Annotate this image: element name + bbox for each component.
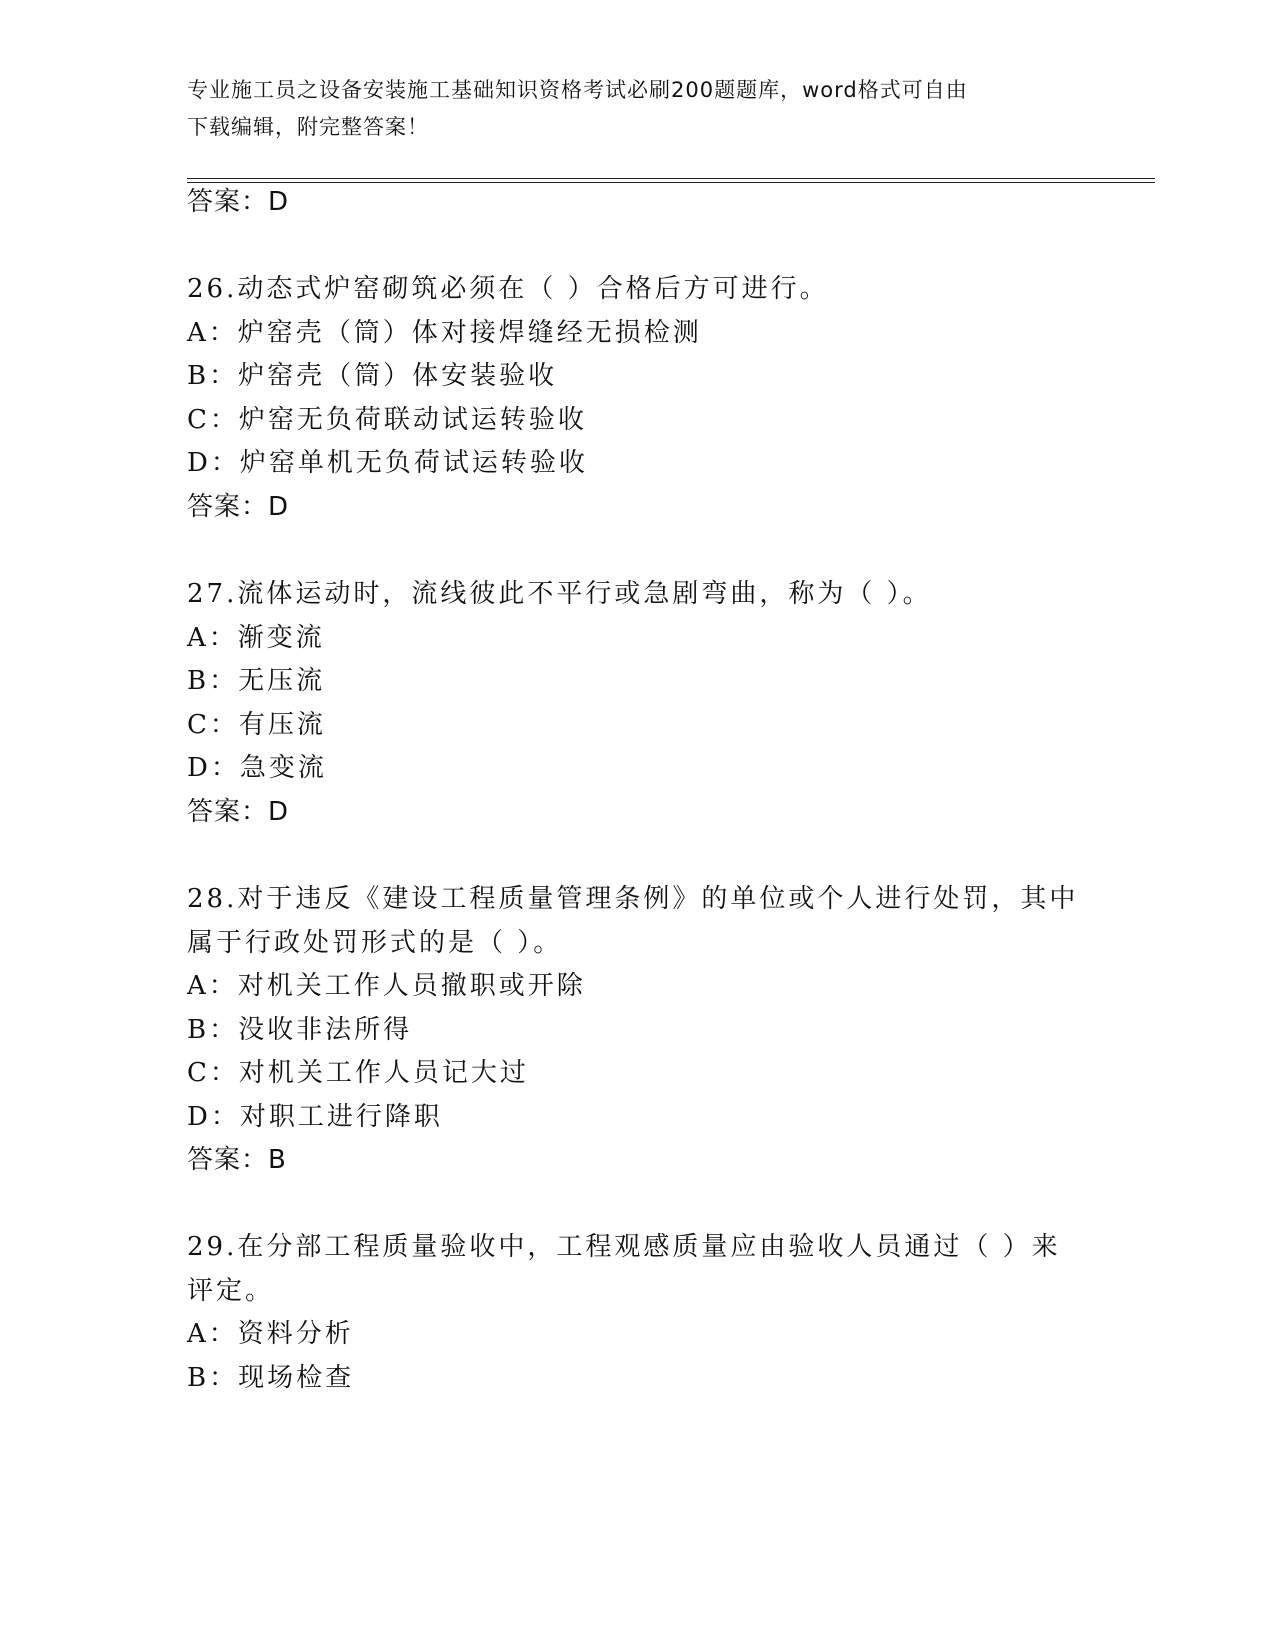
question-stem-continued: 评定。 xyxy=(187,1276,275,1306)
page-header xyxy=(187,72,1087,146)
option-b: B：无压流 xyxy=(187,666,326,696)
question-stem-continued: 属于行政处罚形式的是（ ）。 xyxy=(187,928,563,958)
option-a: A：炉窑壳（筒）体对接焊缝经无损检测 xyxy=(187,318,702,348)
option-a: A：资料分析 xyxy=(187,1319,354,1349)
option-c: C：有压流 xyxy=(187,710,326,740)
option-a: A：渐变流 xyxy=(187,623,325,653)
question-stem: 29.在分部工程质量验收中，工程观感质量应由验收人员通过（ ）来 xyxy=(187,1232,1061,1262)
header-line-1: 专业施工员之设备安装施工基础知识资格考试必刷200题题库，word格式可自由 xyxy=(187,78,968,102)
answer-line: 答案：D xyxy=(187,187,290,217)
option-b: B：现场检查 xyxy=(187,1363,355,1393)
option-d: D：急变流 xyxy=(187,753,327,783)
question-stem: 26.动态式炉窑砌筑必须在（ ）合格后方可进行。 xyxy=(187,274,829,304)
answer-line: 答案：D xyxy=(187,797,290,827)
question-stem: 27.流体运动时，流线彼此不平行或急剧弯曲，称为（ ）。 xyxy=(187,579,932,609)
header-line-2: 下载编辑，附完整答案！ xyxy=(187,115,429,139)
option-d: D：对职工进行降职 xyxy=(187,1102,443,1132)
answer-line: 答案：B xyxy=(187,1145,287,1175)
option-c: C：炉窑无负荷联动试运转验收 xyxy=(187,405,587,435)
answer-line: 答案：D xyxy=(187,492,290,522)
option-c: C：对机关工作人员记大过 xyxy=(187,1058,529,1088)
option-d: D：炉窑单机无负荷试运转验收 xyxy=(187,448,588,478)
header-divider xyxy=(187,178,1155,183)
option-b: B：炉窑壳（筒）体安装验收 xyxy=(187,361,558,391)
option-a: A：对机关工作人员撤职或开除 xyxy=(187,971,586,1001)
question-stem: 28.对于违反《建设工程质量管理条例》的单位或个人进行处罚，其中 xyxy=(187,884,1079,914)
option-b: B：没收非法所得 xyxy=(187,1015,413,1045)
